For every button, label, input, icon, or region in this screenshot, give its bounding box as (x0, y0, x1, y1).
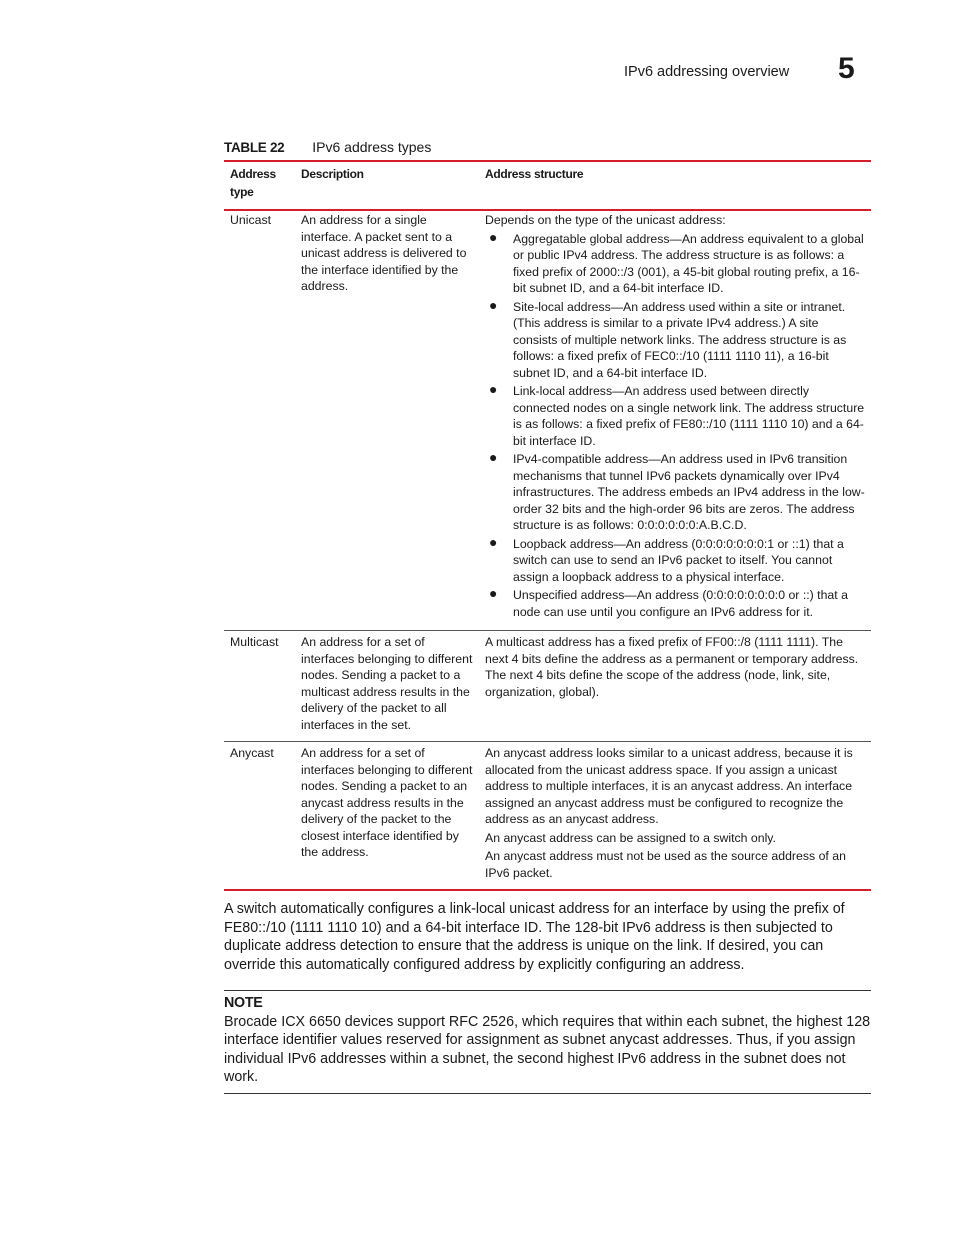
cell-type: Unicast (230, 213, 272, 227)
running-head-section-title: IPv6 addressing overview (624, 64, 790, 80)
column-header-description: Description (295, 161, 479, 210)
unicast-bullet-list (485, 228, 865, 621)
cell-description: An address for a set of interfaces belonging to different nodes. Sending a packet to a multicast address results in the delivery of the packet to all interfaces in the set. (295, 631, 479, 742)
cell-type: Multicast (224, 631, 295, 742)
list-item-text: Unspecified address—An address (0:0:0:0:0:0:0:0 or ::) that a node can use until you configure an IPv6 address for it. (513, 588, 848, 619)
structure-paragraph: An anycast address must not be used as the source address of an IPv6 packet. (485, 849, 846, 880)
body-paragraph: A switch automatically configures a link-local unicast address for an interface by using the prefix of FE80::/10 (1111 1110 10) and a 64-bit interface ID. The 128-bit IPv6 address is then subjected to duplicate address detection to ensure that the address is unique on the link. If desired, you can override this automatically configured address by explicitly configuring an address. (224, 901, 845, 973)
table-row-anycast (224, 742, 871, 891)
structure-paragraph: An anycast address looks similar to a unicast address, because it is allocated from the unicast address space. If you assign a unicast address to multiple interfaces, it is an anycast address. An interface assigned an anycast address must be configured to recognize the address as an anycast address. (485, 746, 853, 826)
column-header-address-structure: Address structure (479, 161, 871, 210)
ipv6-address-types-table (224, 160, 871, 891)
cell-description: An address for a single interface. A packet sent to a unicast address is delivered to the interface identified by the address. (301, 213, 467, 293)
cell-structure (479, 210, 871, 631)
bullet-icon: ● (489, 228, 498, 245)
list-item-text: Aggregatable global address—An address equivalent to a global or public IPv4 address. The address structure is as follows: a fixed prefix of 2000::/3 (001), a 45-bit global routing prefix, a 16-bit subnet ID, and a 64-bit interface ID. (513, 231, 864, 295)
bullet-icon: ● (489, 381, 498, 397)
bullet-icon: ● (489, 533, 498, 550)
list-item (485, 533, 865, 586)
table-label: TABLE 22 (224, 140, 285, 155)
bullet-icon: ● (489, 585, 498, 601)
list-item-text: IPv4-compatible address—An address used in IPv6 transition mechanisms that tunnel IPv6 packets dynamically over IPv4 infrastructures. The address embeds an IPv4 address in the low-order 32 bits and the high-order 96 bits are zeros. The address structure is as follows: 0:0:0:0:0:0:A.B.C.D. (513, 452, 865, 532)
cell-structure (479, 631, 871, 742)
list-item-text: Loopback address—An address (0:0:0:0:0:0:0:1 or ::1) that a switch can use to send an IPv6 packet to itself. You cannot assign a loopback address to a physical interface. (513, 536, 844, 584)
note-text: Brocade ICX 6650 devices support RFC 2526, which requires that within each subnet, the highest 128 interface identifier values reserved for assignment as subnet anycast addresses. Thus, if you assign individual IPv6 addresses within a subnet, the second highest IPv6 address in the subnet does not work. (224, 1013, 871, 1086)
table-title: IPv6 address types (312, 139, 432, 155)
bullet-icon: ● (489, 296, 498, 313)
structure-paragraph: A multicast address has a fixed prefix of FF00::/8 (1111 1111). The next 4 bits define the address as a permanent or temporary address. The next 4 bits define the scope of the address (node, link, site, organization, global). (485, 635, 859, 699)
note-title: NOTE (224, 995, 263, 1011)
table-row-multicast (224, 631, 871, 742)
chapter-number: 5 (838, 52, 855, 85)
table-header-row (224, 161, 871, 210)
list-item-text: Site-local address—An address used within a site or intranet. (This address is similar to a private IPv4 address.) A site consists of multiple network links. The address structure is as follows: a fixed prefix of FEC0::/10 (1111 1110 11), a 16-bit subnet ID, and a 64-bit interface ID. (513, 299, 847, 380)
table-row-unicast (224, 210, 871, 631)
cell-description: An address for a set of interfaces belonging to different nodes. Sending a packet to an anycast address results in the delivery of the packet to the closest interface identified by the address. (295, 742, 479, 891)
list-item (485, 296, 865, 382)
note-box (224, 990, 871, 1094)
bullet-icon: ● (489, 449, 498, 465)
cell-type: Anycast (224, 742, 295, 891)
structure-intro: Depends on the type of the unicast address: (485, 213, 726, 227)
structure-paragraph: An anycast address can be assigned to a switch only. (485, 830, 776, 845)
cell-structure (479, 742, 871, 891)
list-item (485, 451, 865, 534)
list-item (485, 228, 865, 297)
list-item-text: Link-local address—An address used between directly connected nodes on a single network link. The address structure is as follows: a fixed prefix of FE80::/10 (1111 1110 10) and a 64-bit interface ID. (513, 384, 865, 448)
table-caption (224, 139, 431, 155)
list-item (485, 383, 865, 449)
list-item (485, 587, 865, 620)
column-header-address-type: Address type (224, 161, 295, 210)
